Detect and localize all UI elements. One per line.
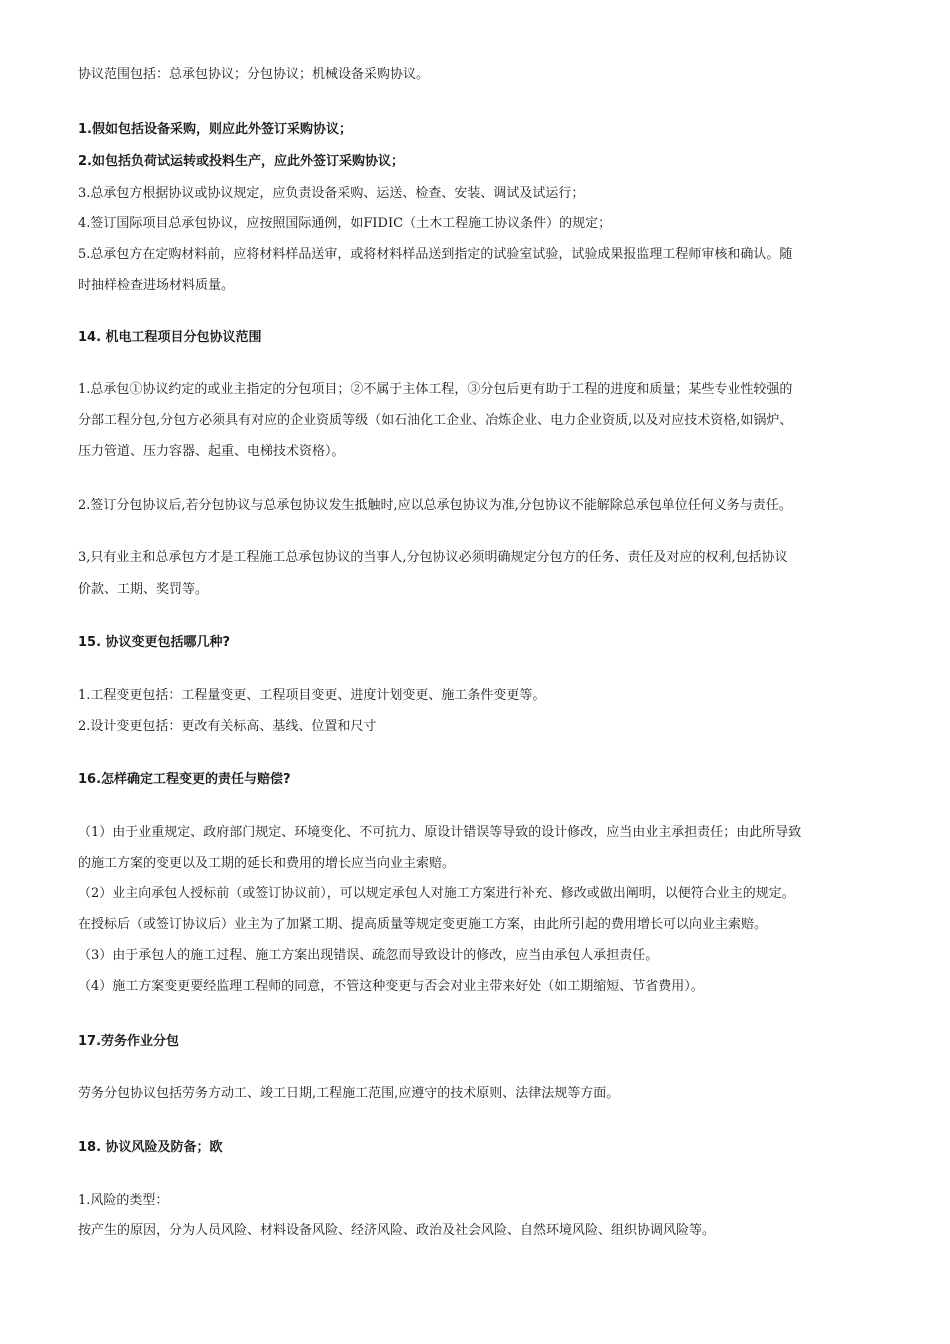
scope-item-1: 1.假如包括设备采购，则应此外签订采购协议； (78, 122, 352, 137)
s14-p2: 2.签订分包协议后,若分包协议与总承包协议发生抵触时,应以总承包协议为准,分包协议不能解除总承包单位任何义务与责任。 (78, 498, 792, 513)
scope-item-5-cont: 时抽样检查进场材料质量。 (78, 278, 235, 293)
s14-p3-line-1: 3,只有业主和总承包方才是工程施工总承包协议的当事人,分包协议必须明确规定分包方的任务、责任及对应的权利,包括协议 (78, 550, 788, 565)
s16-line-4: 在授标后（或签订协议后）业主为了加紧工期、提高质量等规定变更施工方案，由此所引起的费用增长可以向业主索赔。 (78, 917, 768, 932)
s18-text: 按产生的原因，分为人员风险、材料设备风险、经济风险、政治及社会风险、自然环境风险、组织协调风险等。 (78, 1223, 716, 1238)
s14-p3-line-2: 价款、工期、奖罚等。 (78, 582, 209, 597)
s14-p1-line-3: 压力管道、压力容器、起重、电梯技术资格）。 (78, 444, 345, 459)
s14-p1-line-1: 1.总承包①协议约定的或业主指定的分包项目；②不属于主体工程，③分包后更有助于工程的进度和质量；某些专业性较强的 (78, 382, 793, 397)
scope-item-4: 4.签订国际项目总承包协议，应按照国际通例，如FIDIC（土木工程施工协议条件）的规定； (78, 216, 612, 231)
scope-item-2: 2.如包括负荷试运转或投料生产，应此外签订采购协议； (78, 154, 404, 169)
s16-line-1: （1）由于业重规定、政府部门规定、环境变化、不可抗力、原设计错误等导致的设计修改，应当由业主承担责任；由此所导致 (78, 825, 802, 840)
s17-text: 劳务分包协议包括劳务方动工、竣工日期,工程施工范围,应遵守的技术原则、法律法规等方面。 (78, 1086, 620, 1101)
section-17-heading: 17.劳务作业分包 (78, 1034, 180, 1049)
scope-intro: 协议范围包括：总承包协议；分包协议；机械设备采购协议。 (78, 67, 430, 82)
s14-p1-line-2: 分部工程分包,分包方必须具有对应的企业资质等级（如石油化工企业、冶炼企业、电力企业资质,以及对应技术资格,如锅炉、 (78, 413, 793, 428)
section-18-heading: 18. 协议风险及防备；欧 (78, 1140, 223, 1155)
section-14-heading: 14. 机电工程项目分包协议范围 (78, 330, 262, 345)
s16-line-3: （2）业主向承包人授标前（或签订协议前），可以规定承包人对施工方案进行补充、修改或做出阐明，以便符合业主的规定。 (78, 886, 795, 901)
scope-item-3: 3.总承包方根据协议或协议规定，应负责设备采购、运送、检查、安装、调试及试运行； (78, 186, 585, 201)
section-15-heading: 15. 协议变更包括哪几种? (78, 635, 231, 650)
s18-sub: 1.风险的类型： (78, 1193, 169, 1208)
scope-item-5: 5.总承包方在定购材料前，应将材料样品送审，或将材料样品送到指定的试验室试验，试验成果报监理工程师审核和确认。随 (78, 247, 793, 262)
s16-line-2: 的施工方案的变更以及工期的延长和费用的增长应当向业主索赔。 (78, 856, 456, 871)
s16-line-5: （3）由于承包人的施工过程、施工方案出现错误、疏忽而导致设计的修改，应当由承包人承担责任。 (78, 948, 659, 963)
s15-item-1: 1.工程变更包括：工程量变更、工程项目变更、进度计划变更、施工条件变更等。 (78, 688, 546, 703)
s15-item-2: 2.设计变更包括：更改有关标高、基线、位置和尺寸 (78, 719, 377, 734)
section-16-heading: 16.怎样确定工程变更的责任与赔偿? (78, 772, 291, 787)
s16-line-6: （4）施工方案变更要经监理工程师的同意，不管这种变更与否会对业主带来好处（如工期缩短、节省费用）。 (78, 979, 704, 994)
